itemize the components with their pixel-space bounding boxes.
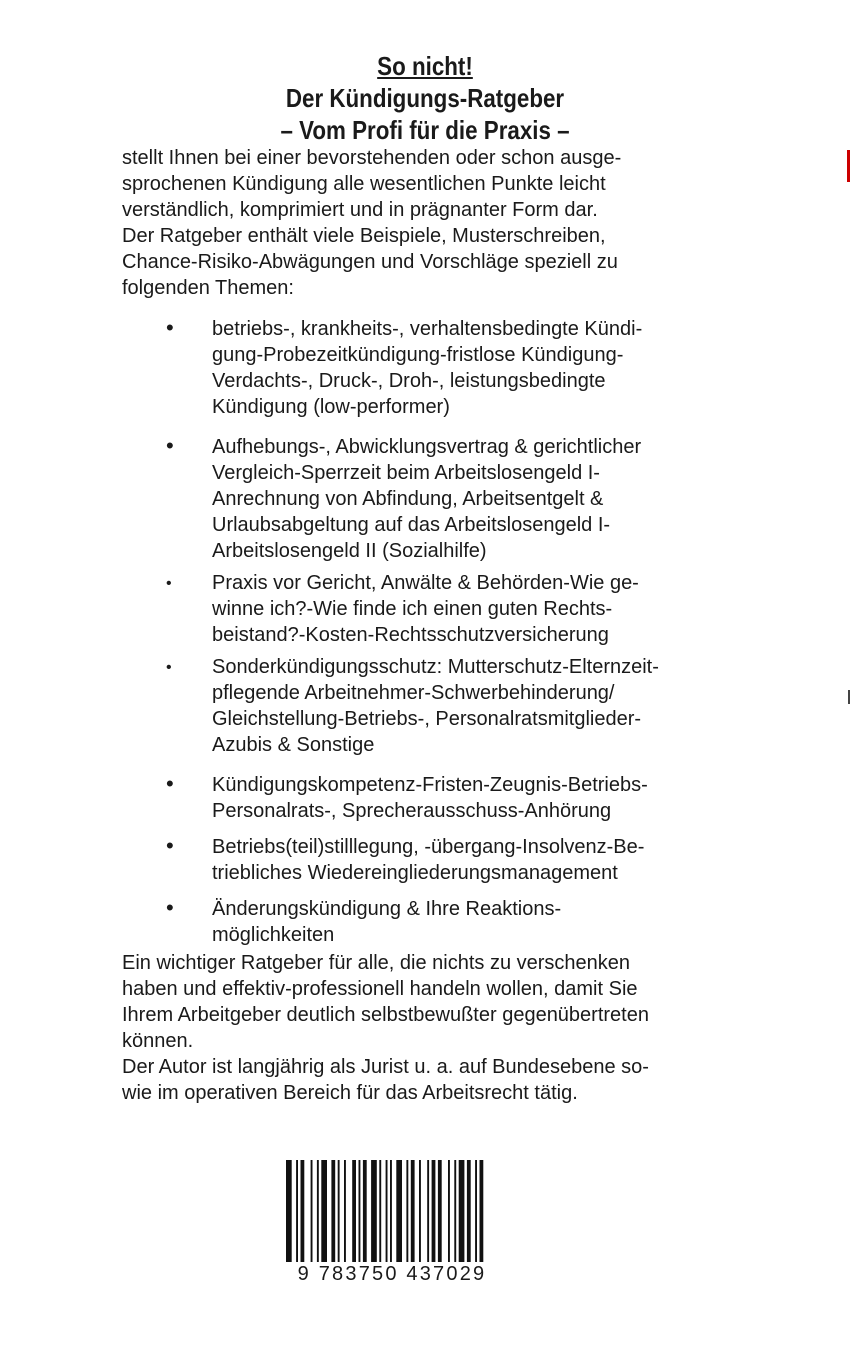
bullet-icon: • bbox=[166, 433, 174, 458]
barcode-bar bbox=[432, 1160, 436, 1264]
intro-line: folgenden Themen: bbox=[122, 277, 294, 299]
barcode-bar bbox=[359, 1160, 361, 1264]
barcode-bar bbox=[438, 1160, 442, 1264]
intro-line: sprochenen Kündigung alle wesentlichen Punkte leicht bbox=[122, 173, 606, 195]
topic-item bbox=[160, 896, 720, 948]
topic-line: triebliches Wiedereingliederungsmanagement bbox=[212, 862, 618, 884]
bullet-icon: • bbox=[166, 833, 174, 858]
barcode-bar bbox=[459, 1160, 465, 1264]
closing-line: haben und effektiv-professionell handeln wollen, damit Sie bbox=[122, 978, 638, 1000]
closing-line: Ein wichtiger Ratgeber für alle, die nichts zu verschenken bbox=[122, 952, 631, 974]
header-line-3: – Vom Profi für die Praxis – bbox=[280, 115, 570, 145]
barcode-bar bbox=[467, 1160, 471, 1264]
intro-paragraph bbox=[122, 145, 722, 301]
topic-line: Arbeitslosengeld II (Sozialhilfe) bbox=[212, 540, 487, 562]
topic-item bbox=[160, 834, 720, 886]
topic-item bbox=[160, 434, 720, 564]
closing-line: Ihrem Arbeitgeber deutlich selbstbewußter gegenübertreten bbox=[122, 1004, 649, 1026]
header-line-1: So nicht! bbox=[377, 51, 473, 81]
closing-line: Der Autor ist langjährig als Jurist u. a. auf Bundesebene so- bbox=[122, 1056, 649, 1078]
bullet-icon: • bbox=[166, 575, 172, 592]
bullet-icon: • bbox=[166, 659, 172, 676]
topic-item bbox=[160, 316, 720, 420]
topic-line: Betriebs(teil)stilllegung, -übergang-Insolvenz-Be- bbox=[212, 836, 645, 858]
topic-line: Praxis vor Gericht, Anwälte & Behörden-Wie ge- bbox=[212, 572, 639, 594]
barcode-bar bbox=[331, 1160, 335, 1264]
barcode-bar bbox=[301, 1160, 305, 1264]
topic-line: Anrechnung von Abfindung, Arbeitsentgelt & bbox=[212, 488, 604, 510]
closing-line: wie im operativen Bereich für das Arbeitsrecht tätig. bbox=[122, 1082, 578, 1104]
barcode-bar bbox=[338, 1160, 340, 1264]
topic-item bbox=[160, 772, 720, 824]
barcode-bar bbox=[363, 1160, 367, 1264]
topic-line: winne ich?-Wie finde ich einen guten Rechts- bbox=[212, 598, 613, 620]
barcode-bar bbox=[311, 1160, 313, 1264]
closing-line: können. bbox=[122, 1030, 194, 1052]
barcode-bar bbox=[427, 1160, 429, 1264]
barcode-bar bbox=[344, 1160, 346, 1264]
barcode-bar bbox=[371, 1160, 377, 1264]
barcode-bar bbox=[352, 1160, 356, 1264]
barcode-bar bbox=[379, 1160, 381, 1264]
topic-line: möglichkeiten bbox=[212, 924, 335, 946]
topic-line: Azubis & Sonstige bbox=[212, 734, 375, 756]
bullet-icon: • bbox=[166, 315, 174, 340]
barcode-bar bbox=[411, 1160, 415, 1264]
topic-line: Kündigungskompetenz-Fristen-Zeugnis-Betriebs- bbox=[212, 774, 648, 796]
topic-list bbox=[160, 316, 720, 948]
topic-line: beistand?-Kosten-Rechtsschutzversicherung bbox=[212, 624, 609, 646]
topic-line: Urlaubsabgeltung auf das Arbeitslosengeld I- bbox=[212, 514, 611, 536]
topic-line: Verdachts-, Druck-, Droh-, leistungsbedingte bbox=[212, 370, 606, 392]
topic-line: Sonderkündigungsschutz: Mutterschutz-Elternzeit- bbox=[212, 656, 659, 678]
barcode-bar bbox=[396, 1160, 402, 1264]
barcode-bar bbox=[475, 1160, 477, 1264]
intro-line: stellt Ihnen bei einer bevorstehenden oder schon ausge- bbox=[122, 147, 622, 169]
topic-line: Änderungskündigung & Ihre Reaktions- bbox=[212, 898, 562, 920]
barcode-bar bbox=[317, 1160, 319, 1264]
topic-line: betriebs-, krankheits-, verhaltensbedingte Kündi- bbox=[212, 318, 643, 340]
isbn-number: 9 783750 437029 bbox=[262, 1262, 522, 1286]
barcode-bar bbox=[419, 1160, 421, 1264]
topic-item bbox=[160, 570, 720, 648]
intro-line: verständlich, komprimiert und in prägnanter Form dar. bbox=[122, 199, 598, 221]
topic-line: Personalrats-, Sprecherausschuss-Anhörung bbox=[212, 800, 612, 822]
cover-header bbox=[60, 50, 791, 146]
barcode-bar bbox=[448, 1160, 450, 1264]
topic-line: Vergleich-Sperrzeit beim Arbeitslosengeld I- bbox=[212, 462, 600, 484]
topic-item bbox=[160, 654, 720, 758]
barcode-bar bbox=[406, 1160, 408, 1264]
intro-line: Der Ratgeber enthält viele Beispiele, Musterschreiben, bbox=[122, 225, 606, 247]
barcode-bar bbox=[321, 1160, 327, 1264]
topic-line: Kündigung (low-performer) bbox=[212, 396, 450, 418]
topic-line: gung-Probezeitkündigung-fristlose Kündigung- bbox=[212, 344, 624, 366]
bullet-icon: • bbox=[166, 771, 174, 796]
header-line-2: Der Kündigungs-Ratgeber bbox=[285, 83, 565, 113]
intro-line: Chance-Risiko-Abwägungen und Vorschläge speziell zu bbox=[122, 251, 618, 273]
topic-line: Gleichstellung-Betriebs-, Personalratsmitglieder- bbox=[212, 708, 642, 730]
topic-line: pflegende Arbeitnehmer-Schwerbehinderung/ bbox=[212, 682, 615, 704]
barcode-bar bbox=[454, 1160, 456, 1264]
bullet-icon: • bbox=[166, 895, 174, 920]
closing-paragraph bbox=[122, 950, 722, 1106]
topic-line: Aufhebungs-, Abwicklungsvertrag & gerichtlicher bbox=[212, 436, 642, 458]
